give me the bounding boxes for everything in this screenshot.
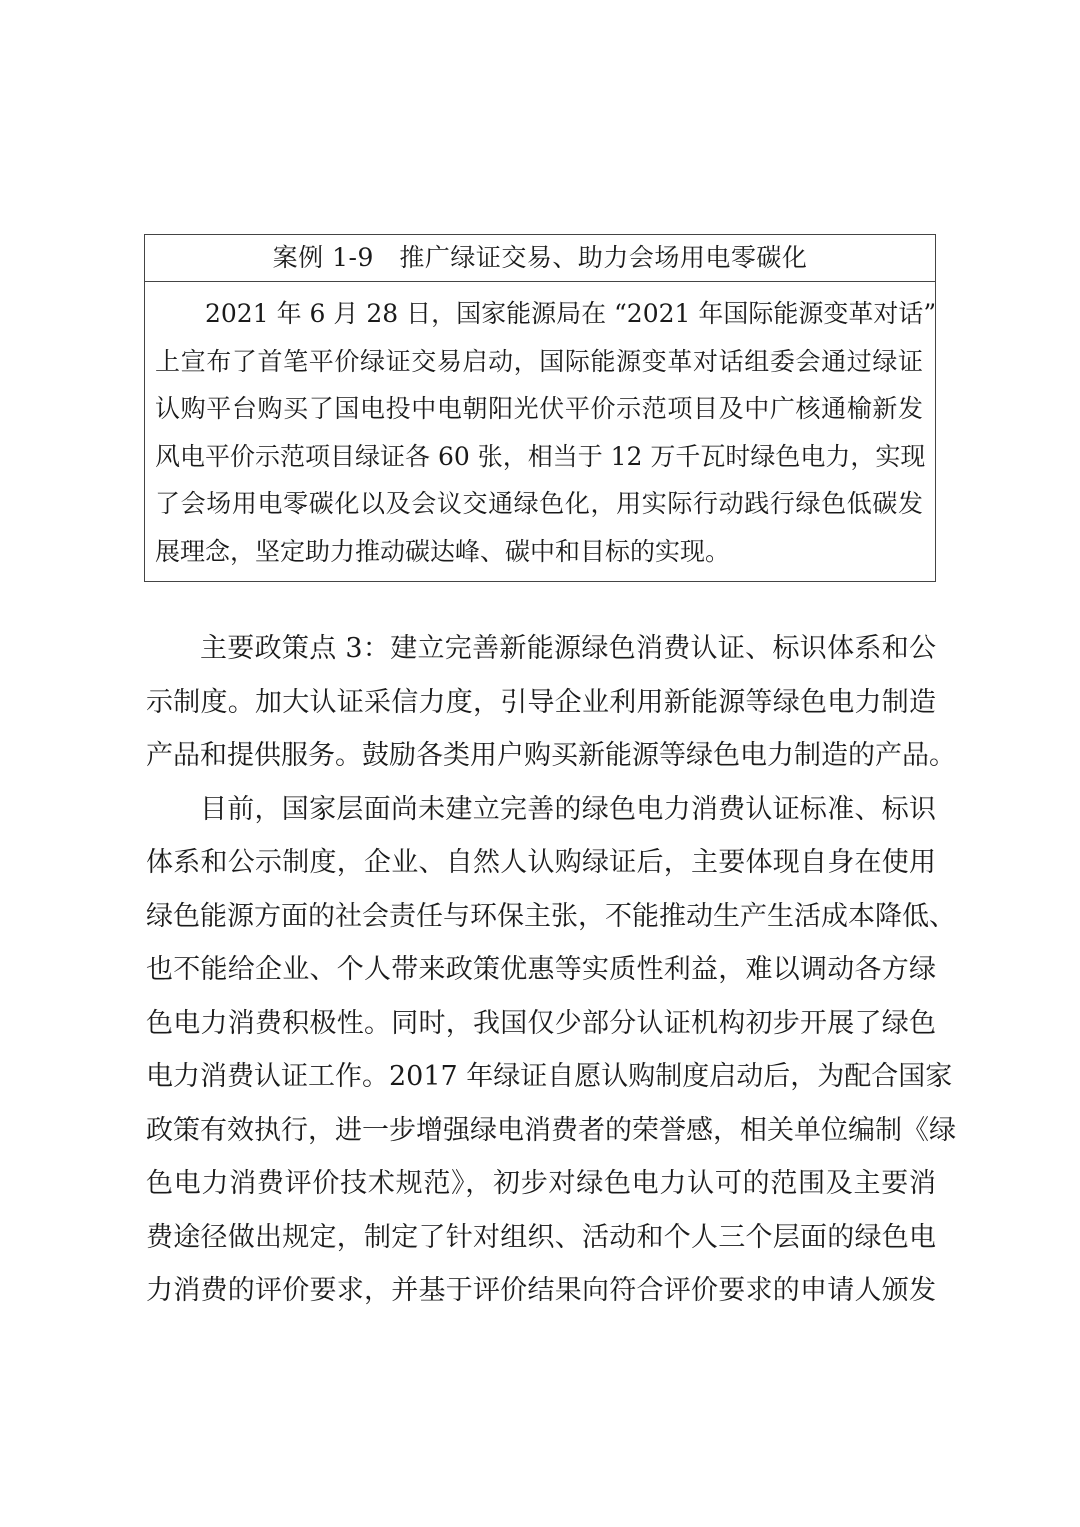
- paragraph-policy: [146, 622, 956, 783]
- case-line: 展理念，坚定助力推动碳达峰、碳中和目标的实现。: [155, 536, 731, 566]
- text-line: 体系和公示制度，企业、自然人认购绿证后，主要体现自身在使用: [146, 847, 936, 878]
- text-line: 色电力消费积极性。同时，我国仅少部分认证机构初步开展了绿色: [146, 1007, 936, 1039]
- case-line: 2021 年 6 月 28 日，国家能源局在 “2021 年国际能源变革对话”: [205, 299, 937, 328]
- text-line: 产品和提供服务。鼓励各类用户购买新能源等绿色电力制造的产品。: [146, 740, 956, 771]
- text-line: 也不能给企业、个人带来政策优惠等实质性利益，难以调动各方绿: [146, 954, 936, 985]
- text-line: 力消费的评价要求，并基于评价结果向符合评价要求的申请人颁发: [146, 1275, 936, 1306]
- text-line: 绿色能源方面的社会责任与环保主张，不能推动生产生活成本降低、: [146, 900, 956, 932]
- case-box: [144, 234, 936, 582]
- text-line: 费途径做出规定，制定了针对组织、活动和个人三个层面的绿色电: [146, 1221, 936, 1253]
- case-body: [145, 282, 935, 581]
- paragraph-current: [146, 783, 956, 1318]
- text-line: 目前，国家层面尚未建立完善的绿色电力消费认证标准、标识: [200, 793, 936, 825]
- text-line: 示制度。加大认证采信力度，引导企业利用新能源等绿色电力制造: [146, 686, 936, 718]
- text-line: 电力消费认证工作。2017 年绿证自愿认购制度启动后，为配合国家: [146, 1061, 953, 1092]
- text-line: 政策有效执行，进一步增强绿电消费者的荣誉感，相关单位编制《绿: [146, 1114, 956, 1146]
- main-text: [146, 622, 956, 1318]
- case-line: 上宣布了首笔平价绿证交易启动，国际能源变革对话组委会通过绿证: [155, 346, 923, 376]
- text-line: 主要政策点 3：建立完善新能源绿色消费认证、标识体系和公: [200, 633, 936, 664]
- case-line: 认购平台购买了国电投中电朝阳光伏平价示范项目及中广核通榆新发: [155, 394, 923, 423]
- case-title: 案例 1-9 推广绿证交易、助力会场用电零碳化: [145, 235, 935, 282]
- case-line: 风电平价示范项目绿证各 60 张，相当于 12 万千瓦时绿色电力，实现: [155, 441, 926, 471]
- case-line: 了会场用电零碳化以及会议交通绿色化，用实际行动践行绿色低碳发: [155, 489, 923, 518]
- text-line: 色电力消费评价技术规范》，初步对绿色电力认可的范围及主要消: [146, 1168, 936, 1199]
